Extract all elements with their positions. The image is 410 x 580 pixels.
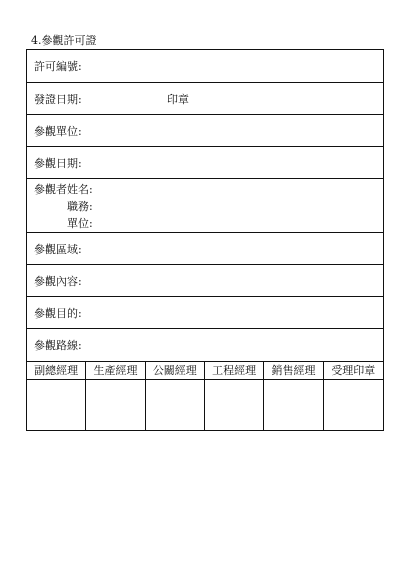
visit-content-row bbox=[27, 265, 383, 297]
signature-header-engineering: 工程經理 bbox=[205, 362, 264, 380]
signature-cell-pr bbox=[146, 380, 205, 430]
permit-form bbox=[26, 49, 384, 431]
visit-area-row bbox=[27, 233, 383, 265]
visit-purpose-label: 參觀目的: bbox=[34, 306, 82, 320]
signature-cell-vp bbox=[27, 380, 86, 430]
permit-number-row bbox=[27, 50, 383, 83]
visiting-unit-label: 參觀單位: bbox=[34, 124, 82, 138]
signature-header-pr: 公關經理 bbox=[146, 362, 205, 380]
signature-header-production: 生產經理 bbox=[86, 362, 145, 380]
signature-cell-sales bbox=[264, 380, 323, 430]
issue-date-label: 發證日期: bbox=[34, 92, 82, 106]
signature-cell-acceptance-seal bbox=[324, 380, 383, 430]
signature-header-sales: 銷售經理 bbox=[264, 362, 323, 380]
visit-route-label: 參觀路線: bbox=[34, 339, 82, 352]
visitor-title-label: 職務: bbox=[67, 200, 93, 213]
document-title: 4.參觀許可證 bbox=[31, 34, 97, 47]
visitor-unit-label: 單位: bbox=[67, 217, 93, 230]
visit-content-label: 參觀內容: bbox=[34, 274, 82, 288]
visit-route-row bbox=[27, 329, 383, 362]
signature-cell-engineering bbox=[205, 380, 264, 430]
visitor-info-row bbox=[27, 179, 383, 233]
visit-purpose-row bbox=[27, 297, 383, 329]
permit-number-label: 許可編號: bbox=[34, 60, 82, 73]
visit-date-row bbox=[27, 147, 383, 179]
signature-header-acceptance-seal: 受理印章 bbox=[324, 362, 383, 380]
issue-date-row bbox=[27, 83, 383, 115]
visitor-name-label: 參觀者姓名: bbox=[34, 183, 93, 196]
visit-date-label: 參觀日期: bbox=[34, 156, 82, 170]
signature-header-vp: 副總經理 bbox=[27, 362, 86, 380]
visit-area-label: 參觀區域: bbox=[34, 242, 82, 256]
seal-label: 印章 bbox=[167, 92, 189, 106]
signature-grid bbox=[27, 362, 383, 431]
visiting-unit-row bbox=[27, 115, 383, 147]
signature-cell-production bbox=[86, 380, 145, 430]
